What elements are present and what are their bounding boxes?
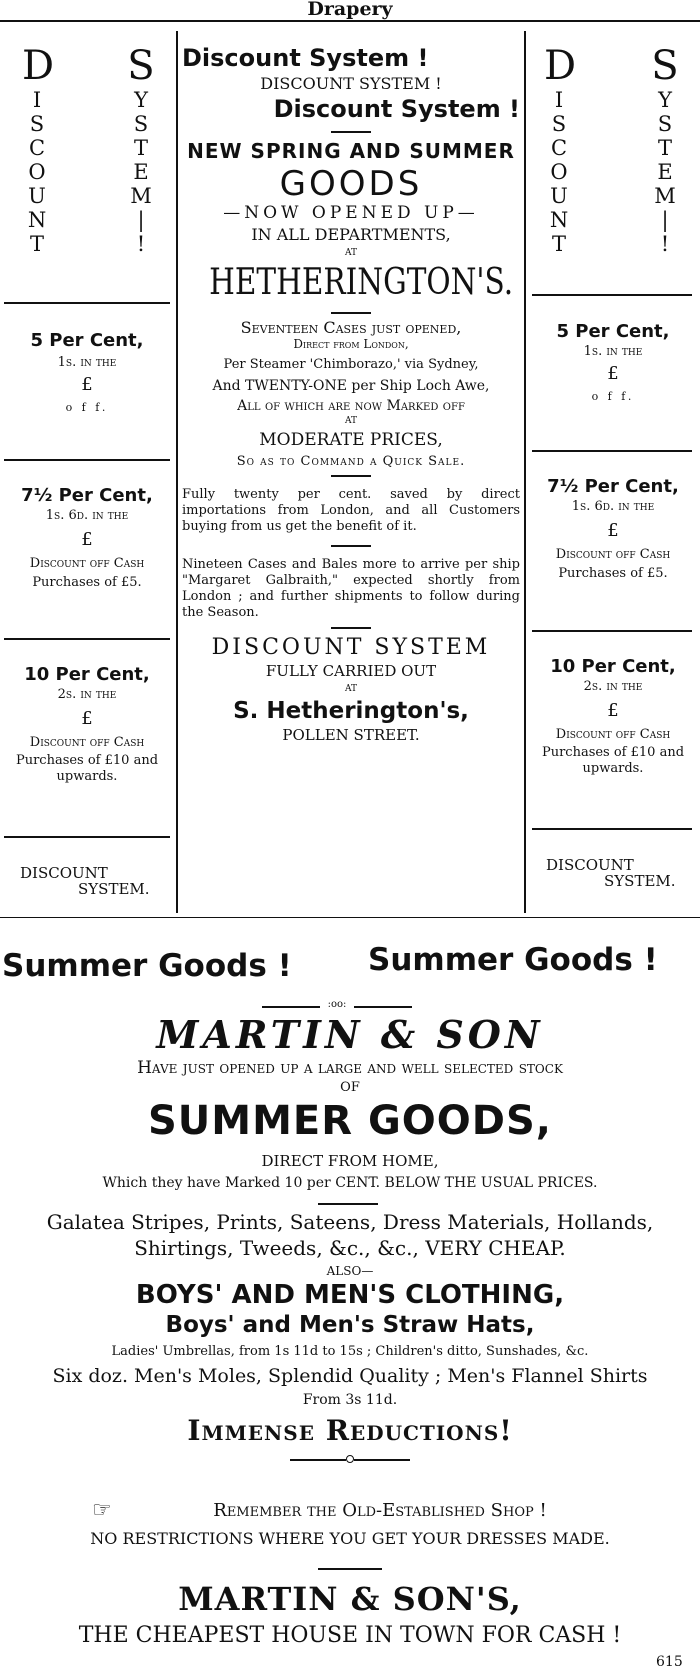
ad-line: AT: [344, 684, 357, 694]
box-line: 1s. in the: [583, 344, 643, 359]
short-rule: [331, 312, 371, 314]
letter: !: [660, 232, 670, 256]
box-pound: £: [607, 363, 619, 384]
ad-line: GOODS: [279, 164, 423, 204]
cheapest-house: THE CHEAPEST HOUSE IN TOWN FOR CASH !: [78, 1623, 622, 1648]
letter: Y: [658, 88, 672, 112]
ad-line: All of which are now Marked off: [237, 398, 465, 414]
letter: !: [136, 232, 146, 256]
box-pound: £: [607, 520, 619, 541]
letter: E: [133, 160, 149, 184]
body-line-13: From 3s 11d.: [302, 1392, 398, 1408]
letter: C: [28, 136, 46, 160]
box-rule: [4, 459, 170, 461]
ad-line: S. Hetherington's,: [233, 698, 469, 724]
letter: I: [32, 88, 42, 112]
clothing-title: BOYS' AND MEN'S CLOTHING,: [135, 1280, 565, 1310]
side-footer-discount-right: DISCOUNT: [546, 856, 634, 874]
ad-line: DISCOUNT SYSTEM !: [260, 74, 442, 93]
box-line: Purchases of £10 and: [15, 753, 159, 768]
body-line-16: NO RESTRICTIONS WHERE YOU GET YOUR DRESSES MADE.: [90, 1529, 610, 1548]
box-line: Discount off Cash: [29, 556, 145, 571]
letter: S: [551, 112, 567, 136]
body-line-4: DIRECT FROM HOME,: [261, 1152, 439, 1170]
headline-right: Summer Goods !: [368, 942, 658, 978]
letter: T: [133, 136, 148, 160]
body-line-7: Shirtings, Tweeds, &c., &c., VERY CHEAP.: [134, 1236, 566, 1260]
left-vertical-discount: [22, 43, 55, 256]
short-rule: [331, 475, 371, 477]
ad-line: POLLEN STREET.: [282, 726, 420, 744]
body-line-2: OF: [340, 1080, 360, 1095]
discount-box-5-right: [530, 321, 696, 403]
box-pound: £: [81, 529, 93, 550]
ad-line: Direct from London,: [293, 337, 409, 351]
box-title: 5 Per Cent,: [30, 330, 144, 351]
box-line: o f f.: [591, 390, 635, 403]
page-number: 615: [656, 1654, 683, 1670]
right-vertical-system: [650, 43, 680, 256]
side-footer-system: SYSTEM.: [78, 880, 150, 898]
right-vertical-discount: [544, 43, 577, 256]
letter: |: [661, 208, 669, 232]
ornament-rule-2: [290, 1455, 410, 1465]
letter: D: [22, 43, 55, 89]
box-line: 2s. in the: [57, 687, 117, 702]
body-line-1: Have just opened up a large and well selected stock: [137, 1058, 563, 1078]
ad-line: MODERATE PRICES,: [259, 430, 443, 450]
box-rule: [532, 828, 692, 830]
box-line: Discount off Cash: [555, 727, 671, 742]
short-rule: [318, 1203, 378, 1205]
ad-line: —NOW OPENED UP—: [223, 203, 479, 223]
letter: U: [28, 184, 46, 208]
box-line: 1s. 6d. in the: [45, 508, 129, 523]
letter: S: [133, 112, 149, 136]
box-line: 2s. in the: [583, 679, 643, 694]
body-line-5: Which they have Marked 10 per CENT. BELOW THE USUAL PRICES.: [102, 1175, 598, 1191]
immense-reductions: Immense Reductions!: [187, 1414, 513, 1447]
ad-paragraph: Nineteen Cases and Bales more to arrive per ship "Margaret Galbraith," expected shortly from London ; and further shipments to follow during the Season.: [182, 557, 520, 620]
discount-box-10: [4, 664, 170, 784]
ad-line: AT: [344, 416, 357, 426]
body-line-12: Six doz. Men's Moles, Splendid Quality ; Men's Flannel Shirts: [52, 1365, 648, 1387]
box-rule: [4, 836, 170, 838]
martin-and-sons-closing: MARTIN & SON'S,: [178, 1580, 522, 1618]
ad-line: FULLY CARRIED OUT: [265, 662, 437, 680]
left-vertical-system: [126, 43, 156, 256]
box-line: o f f.: [65, 401, 109, 414]
ad-line: Discount System !: [273, 95, 520, 123]
box-pound: £: [81, 708, 93, 729]
box-rule: [532, 630, 692, 632]
firm-name: MARTIN & SON: [156, 1012, 544, 1057]
box-line: upwards.: [582, 761, 644, 776]
box-line: 1s. in the: [57, 355, 117, 370]
letter: O: [28, 160, 46, 184]
summer-goods-title: SUMMER GOODS,: [148, 1098, 552, 1144]
ornament-line-right: [354, 1459, 410, 1461]
ornament-line-left: [262, 1006, 320, 1008]
side-footer-system-right: SYSTEM.: [604, 872, 676, 890]
letter: M: [654, 184, 676, 208]
center-advertisement: [178, 44, 524, 744]
letter: O: [550, 160, 568, 184]
letter: N: [27, 208, 47, 232]
box-title: 7½ Per Cent,: [547, 476, 679, 497]
letter: T: [29, 232, 44, 256]
ad-line: Per Steamer 'Chimborazo,' via Sydney,: [223, 357, 479, 372]
letter: E: [657, 160, 673, 184]
box-rule: [4, 302, 170, 304]
ad-line: NEW SPRING AND SUMMER: [187, 139, 515, 163]
letter: C: [550, 136, 568, 160]
ad-line: And TWENTY-ONE per Ship Loch Awe,: [212, 378, 490, 394]
ornament-circle: [346, 1455, 354, 1463]
box-rule: [4, 638, 170, 640]
letter: T: [551, 232, 566, 256]
body-line-11: Ladies' Umbrellas, from 1s 11d to 15s ; Children's ditto, Sunshades, &c.: [111, 1344, 589, 1359]
ad-line: HETHERINGTON'S.: [209, 262, 514, 303]
ad-line: Seventeen Cases just opened,: [240, 318, 462, 337]
box-line: Purchases of £5.: [32, 575, 142, 590]
letter: I: [554, 88, 564, 112]
ad-line: DISCOUNT SYSTEM: [211, 635, 491, 660]
right-column-rule: [524, 31, 526, 913]
short-rule: [331, 627, 371, 629]
ornament-line-left: [290, 1459, 346, 1461]
letter: S: [127, 43, 155, 89]
page-header: Drapery: [307, 0, 393, 20]
ad-line: So as to Command a Quick Sale.: [236, 454, 466, 469]
discount-box-10-right: [528, 656, 698, 776]
headline-left: Summer Goods !: [2, 948, 292, 984]
header-rule: [0, 20, 700, 22]
ornament-text: :oo:: [327, 999, 347, 1010]
box-title: 10 Per Cent,: [550, 656, 676, 677]
ad-line: Discount System !: [182, 44, 429, 72]
box-line: Discount off Cash: [29, 735, 145, 750]
discount-box-7-5: [4, 485, 170, 590]
side-footer-discount: DISCOUNT: [20, 864, 108, 882]
discount-box-5: [4, 330, 170, 414]
box-rule: [532, 450, 692, 452]
letter: M: [130, 184, 152, 208]
straw-hats-title: Boys' and Men's Straw Hats,: [165, 1312, 535, 1338]
ad-paragraph: Fully twenty per cent. saved by direct importations from London, and all Customers buying from us get the benefit of it.: [182, 487, 520, 534]
letter: N: [549, 208, 569, 232]
letter: D: [544, 43, 577, 89]
short-rule: [331, 131, 371, 133]
box-title: 10 Per Cent,: [24, 664, 150, 685]
short-rule: [318, 1568, 382, 1570]
box-rule: [532, 294, 692, 296]
box-title: 7½ Per Cent,: [21, 485, 153, 506]
ad-line: AT: [344, 248, 357, 258]
letter: |: [137, 208, 145, 232]
box-pound: £: [81, 374, 93, 395]
ornament-line-right: [354, 1006, 412, 1008]
letter: S: [29, 112, 45, 136]
letter: Y: [134, 88, 148, 112]
letter: U: [550, 184, 568, 208]
ad-line: IN ALL DEPARTMENTS,: [251, 225, 451, 244]
section-rule: [0, 917, 700, 918]
box-line: upwards.: [56, 769, 118, 784]
discount-box-7-5-right: [530, 476, 696, 581]
body-line-6: Galatea Stripes, Prints, Sateens, Dress Materials, Hollands,: [46, 1210, 654, 1234]
body-line-15: Remember the Old-Established Shop !: [213, 1500, 547, 1521]
box-pound: £: [607, 700, 619, 721]
box-line: Purchases of £10 and: [541, 745, 685, 760]
box-line: 1s. 6d. in the: [571, 499, 655, 514]
body-line-8: ALSO—: [326, 1264, 374, 1278]
short-rule: [331, 545, 371, 547]
box-line: Discount off Cash: [555, 547, 671, 562]
box-title: 5 Per Cent,: [556, 321, 670, 342]
box-line: Purchases of £5.: [558, 566, 668, 581]
letter: S: [651, 43, 679, 89]
pointing-hand-icon: ☞: [92, 1498, 112, 1523]
letter: T: [657, 136, 672, 160]
letter: S: [657, 112, 673, 136]
